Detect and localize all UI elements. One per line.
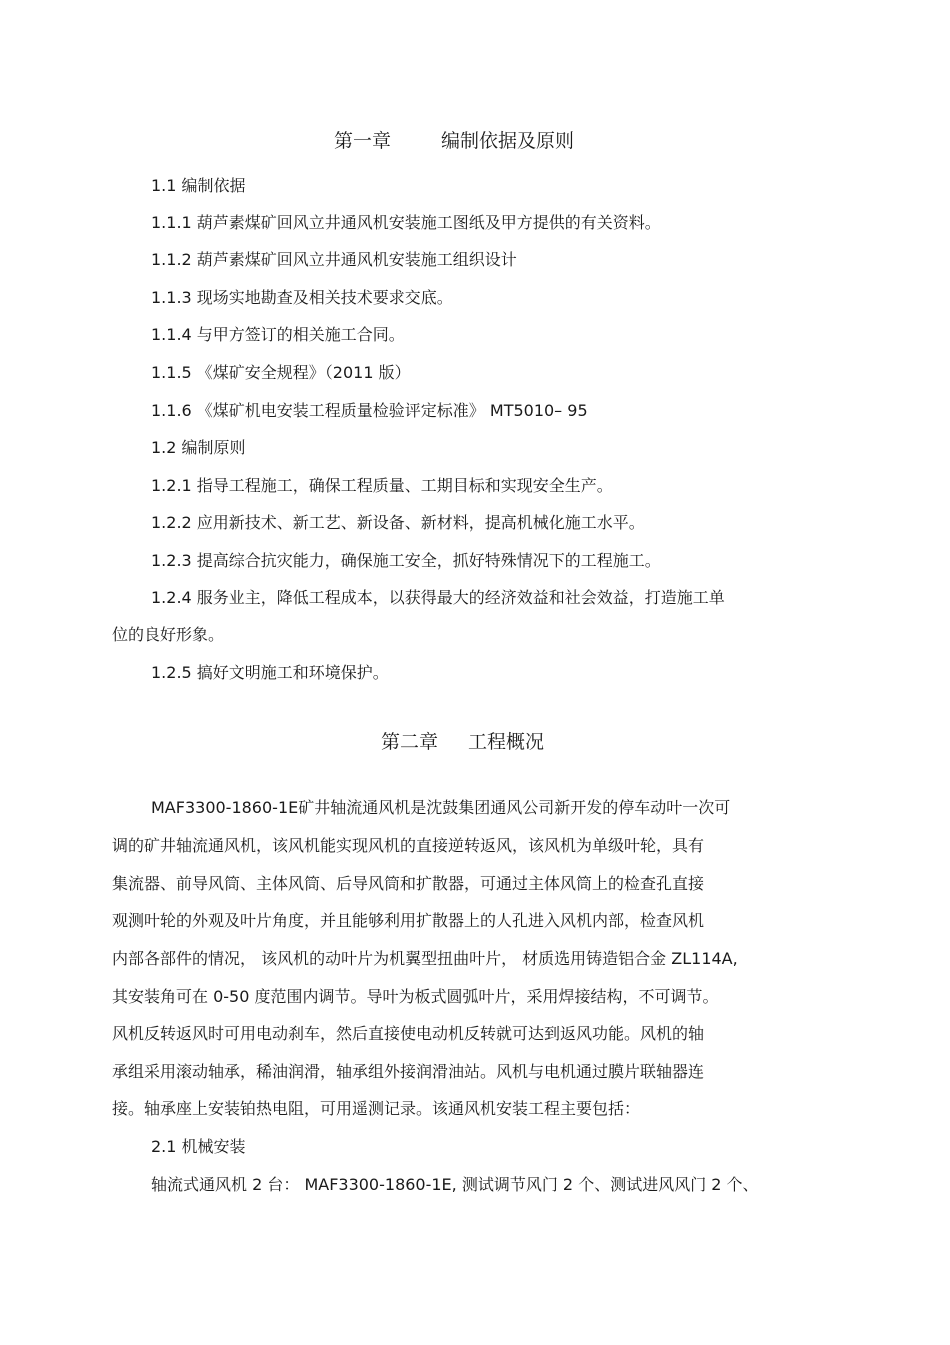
list-item: 1.2.1 指导工程施工，确保工程质量、工期目标和实现安全生产。 [151, 476, 613, 495]
paragraph-line: 承组采用滚动轴承，稀油润滑，轴承组外接润滑油站。风机与电机通过膜片联轴器连 [112, 1062, 705, 1081]
chapter-1-heading: 编制依据及原则 [441, 130, 575, 152]
chapter-2-heading: 工程概况 [468, 731, 545, 753]
section-heading: 2.1 机械安装 [151, 1137, 246, 1156]
paragraph-line: 轴流式通风机 2 台： MAF3300-1860-1E, 测试调节风门 2 个、测试进风风门 2 个、 [151, 1175, 759, 1194]
paragraph-line: 集流器、前导风筒、主体风筒、后导风筒和扩散器，可通过主体风筒上的检查孔直接 [112, 874, 705, 893]
paragraph-line: 其安装角可在 0-50 度范围内调节。导叶为板式圆弧叶片，采用焊接结构，不可调节。 [112, 987, 719, 1006]
list-item: 1.1.3 现场实地勘查及相关技术要求交底。 [151, 288, 453, 307]
list-item: 1.1.5 《煤矿安全规程》（2011 版） [151, 363, 411, 382]
paragraph-line: 接。轴承座上安装铂热电阻，可用遥测记录。该通风机安装工程主要包括： [112, 1099, 641, 1118]
chapter-2-number: 第二章 [381, 731, 439, 753]
list-item: 1.1.1 葫芦素煤矿回风立井通风机安装施工图纸及甲方提供的有关资料。 [151, 213, 661, 232]
list-item-continuation: 位的良好形象。 [112, 625, 225, 644]
paragraph-line: 风机反转返风时可用电动刹车，然后直接使电动机反转就可达到返风功能。风机的轴 [112, 1024, 705, 1043]
list-item: 1.1.2 葫芦素煤矿回风立井通风机安装施工组织设计 [151, 250, 517, 269]
section-heading: 1.2 编制原则 [151, 438, 246, 457]
list-item: 1.2.3 提高综合抗灾能力，确保施工安全，抓好特殊情况下的工程施工。 [151, 551, 661, 570]
paragraph-line: 观测叶轮的外观及叶片角度，并且能够利用扩散器上的人孔进入风机内部，检查风机 [112, 911, 705, 930]
paragraph-line: MAF3300-1860-1E矿井轴流通风机是沈鼓集团通风公司新开发的停车动叶一次可 [151, 798, 731, 817]
list-item: 1.2.5 搞好文明施工和环境保护。 [151, 663, 389, 682]
section-heading: 1.1 编制依据 [151, 176, 246, 195]
paragraph-line: 内部各部件的情况， 该风机的动叶片为机翼型扭曲叶片， 材质选用铸造铝合金 ZL114A, [112, 949, 738, 968]
paragraph-line: 调的矿井轴流通风机，该风机能实现风机的直接逆转返风，该风机为单级叶轮，具有 [112, 836, 705, 855]
chapter-2-title [381, 730, 544, 754]
chapter-1-number: 第一章 [334, 130, 392, 152]
list-item: 1.2.2 应用新技术、新工艺、新设备、新材料，提高机械化施工水平。 [151, 513, 645, 532]
list-item: 1.1.6 《煤矿机电安装工程质量检验评定标准》 MT5010– 95 [151, 401, 588, 420]
list-item: 1.2.4 服务业主，降低工程成本，以获得最大的经济效益和社会效益，打造施工单 [151, 588, 725, 607]
chapter-1-title [334, 129, 574, 153]
list-item: 1.1.4 与甲方签订的相关施工合同。 [151, 325, 405, 344]
